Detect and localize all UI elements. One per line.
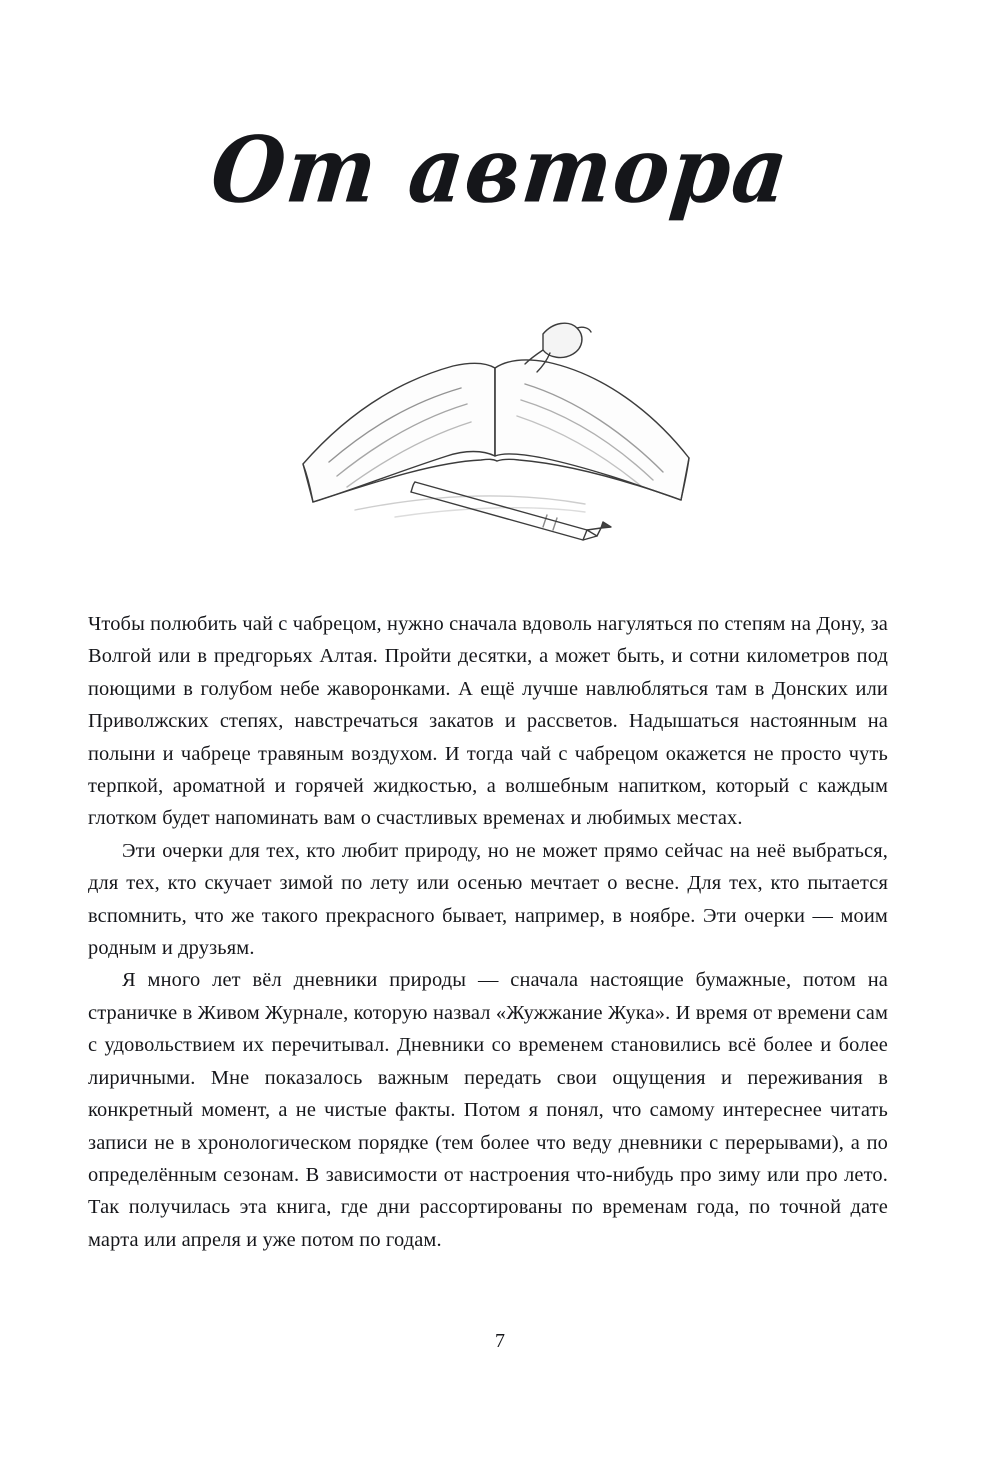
- page-title: От автора: [205, 116, 795, 223]
- paragraph: Эти очерки для тех, кто любит природу, но не может прямо сейчас на неё выбраться, для тех, кто скучает зимой по лету или осенью мечтает о весне. Для тех, кто пытается вспомнить, что же такого прекрасного бывает, например, в ноябре. Эти очерки — моим родным и друзьям.: [88, 839, 888, 960]
- open-book-with-pencil-icon: [285, 296, 715, 546]
- paragraph: Чтобы полюбить чай с чабрецом, нужно сначала вдоволь нагуляться по степям на Дону, за Волгой или в предгорьях Алтая. Пройти десятки, а может быть, и сотни километров под поющими в голубом небе жаворонками. А ещё лучше навлюбляться там в Донских или Приволжских степях, навстречаться закатов и рассветов. Надышаться настоянным на полыни и чабреце травяным воздухом. И тогда чай с чабрецом окажется не просто чуть терпкой, ароматной и горячей жидкостью, а волшебным напитком, который с каждым глотком будет напоминать вам о счастливых временах и любимых местах.: [88, 613, 888, 830]
- body-text: [88, 608, 888, 1256]
- paragraph: Я много лет вёл дневники природы — сначала настоящие бумажные, потом на страничке в Живом Журнале, которую назвал «Жужжание Жука». И время от времени сам с удовольствием их перечитывал. Дневники со временем становились всё более и более лиричными. Мне показалось важным передать свои ощущения и переживания в конкретный момент, а не чистые факты. Потом я понял, что самому интереснее читать записи не в хронологическом порядке (тем более что веду дневники с перерывами), а по определённым сезонам. В зависимости от настроения что-нибудь про зиму или про лето. Так получилась эта книга, где дни рассортированы по временам года, по точной дате марта или апреля и уже потом по годам.: [88, 969, 888, 1251]
- page-number: 7: [495, 1330, 505, 1352]
- page-heading-container: [0, 116, 1000, 223]
